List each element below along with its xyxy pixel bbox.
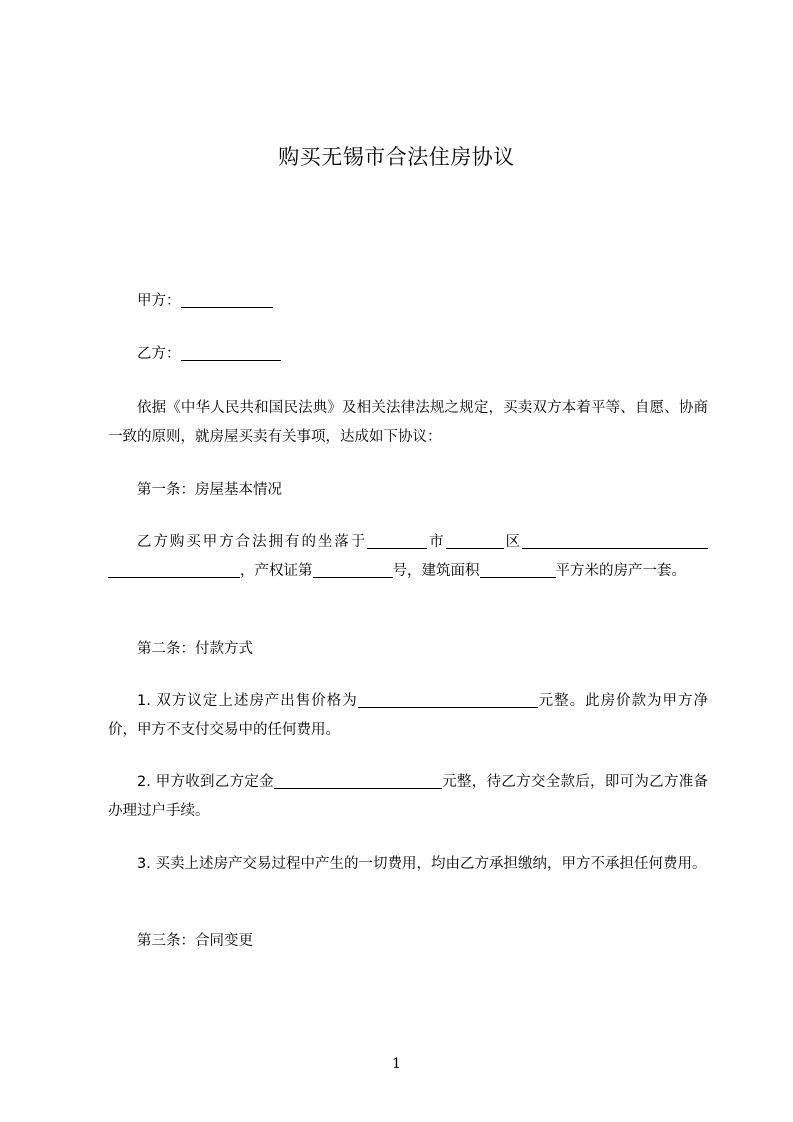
- article-1-text-c: 区: [503, 534, 523, 550]
- deposit-blank: [274, 773, 442, 789]
- document-title: 购买无锡市合法住房协议: [278, 145, 515, 169]
- article-2-item-3: 3. 买卖上述房产交易过程中产生的一切费用，均由乙方承担缴纳，甲方不承担任何费用。: [137, 856, 707, 872]
- area-blank: [480, 562, 556, 578]
- price-blank: [358, 692, 538, 708]
- article-1-text-e: 号，建筑面积: [392, 563, 480, 579]
- article-1-text-b: 市: [427, 534, 446, 550]
- article-1-text-f: 平方米的房产一套。: [555, 563, 686, 579]
- article-2-item-2: [108, 768, 708, 826]
- article-2-heading: 第二条：付款方式: [137, 641, 253, 657]
- address-blank: [522, 533, 708, 549]
- intro-paragraph: 依据《中华人民共和国民法典》及相关法律法规之规定，买卖双方本着平等、自愿、协商一致的原则，就房屋买卖有关事项，达成如下协议：: [108, 400, 708, 445]
- party-a-label: 甲方：: [137, 293, 181, 309]
- district-blank: [446, 533, 504, 549]
- page-number: 1: [392, 1056, 401, 1072]
- article-1-text-a: 乙方购买甲方合法拥有的坐落于: [137, 534, 368, 550]
- article-1-text-d: ，产权证第: [240, 563, 313, 579]
- party-b-blank: [181, 345, 281, 361]
- item-2-text-b: 元整，待乙方交全款后，即可为乙方准备办理过户手续。: [108, 774, 708, 819]
- article-1-paragraph: [108, 528, 708, 586]
- certificate-blank: [313, 562, 393, 578]
- item-1-text-b: 元整。此房价款为甲方净价，甲方不支付交易中的任何费用。: [108, 693, 709, 738]
- article-1-heading: 第一条：房屋基本情况: [137, 482, 282, 498]
- item-1-text-a: 1. 双方议定上述房产出售价格为: [137, 693, 358, 709]
- party-a-line: [137, 291, 273, 311]
- item-2-text-a: 2. 甲方收到乙方定金: [137, 774, 274, 790]
- address-blank-cont: [108, 562, 240, 578]
- party-b-line: [137, 344, 281, 364]
- city-blank: [367, 533, 427, 549]
- party-b-label: 乙方：: [137, 346, 181, 362]
- party-a-blank: [181, 292, 273, 308]
- article-2-item-1: [108, 687, 708, 745]
- article-3-heading: 第三条：合同变更: [137, 933, 253, 949]
